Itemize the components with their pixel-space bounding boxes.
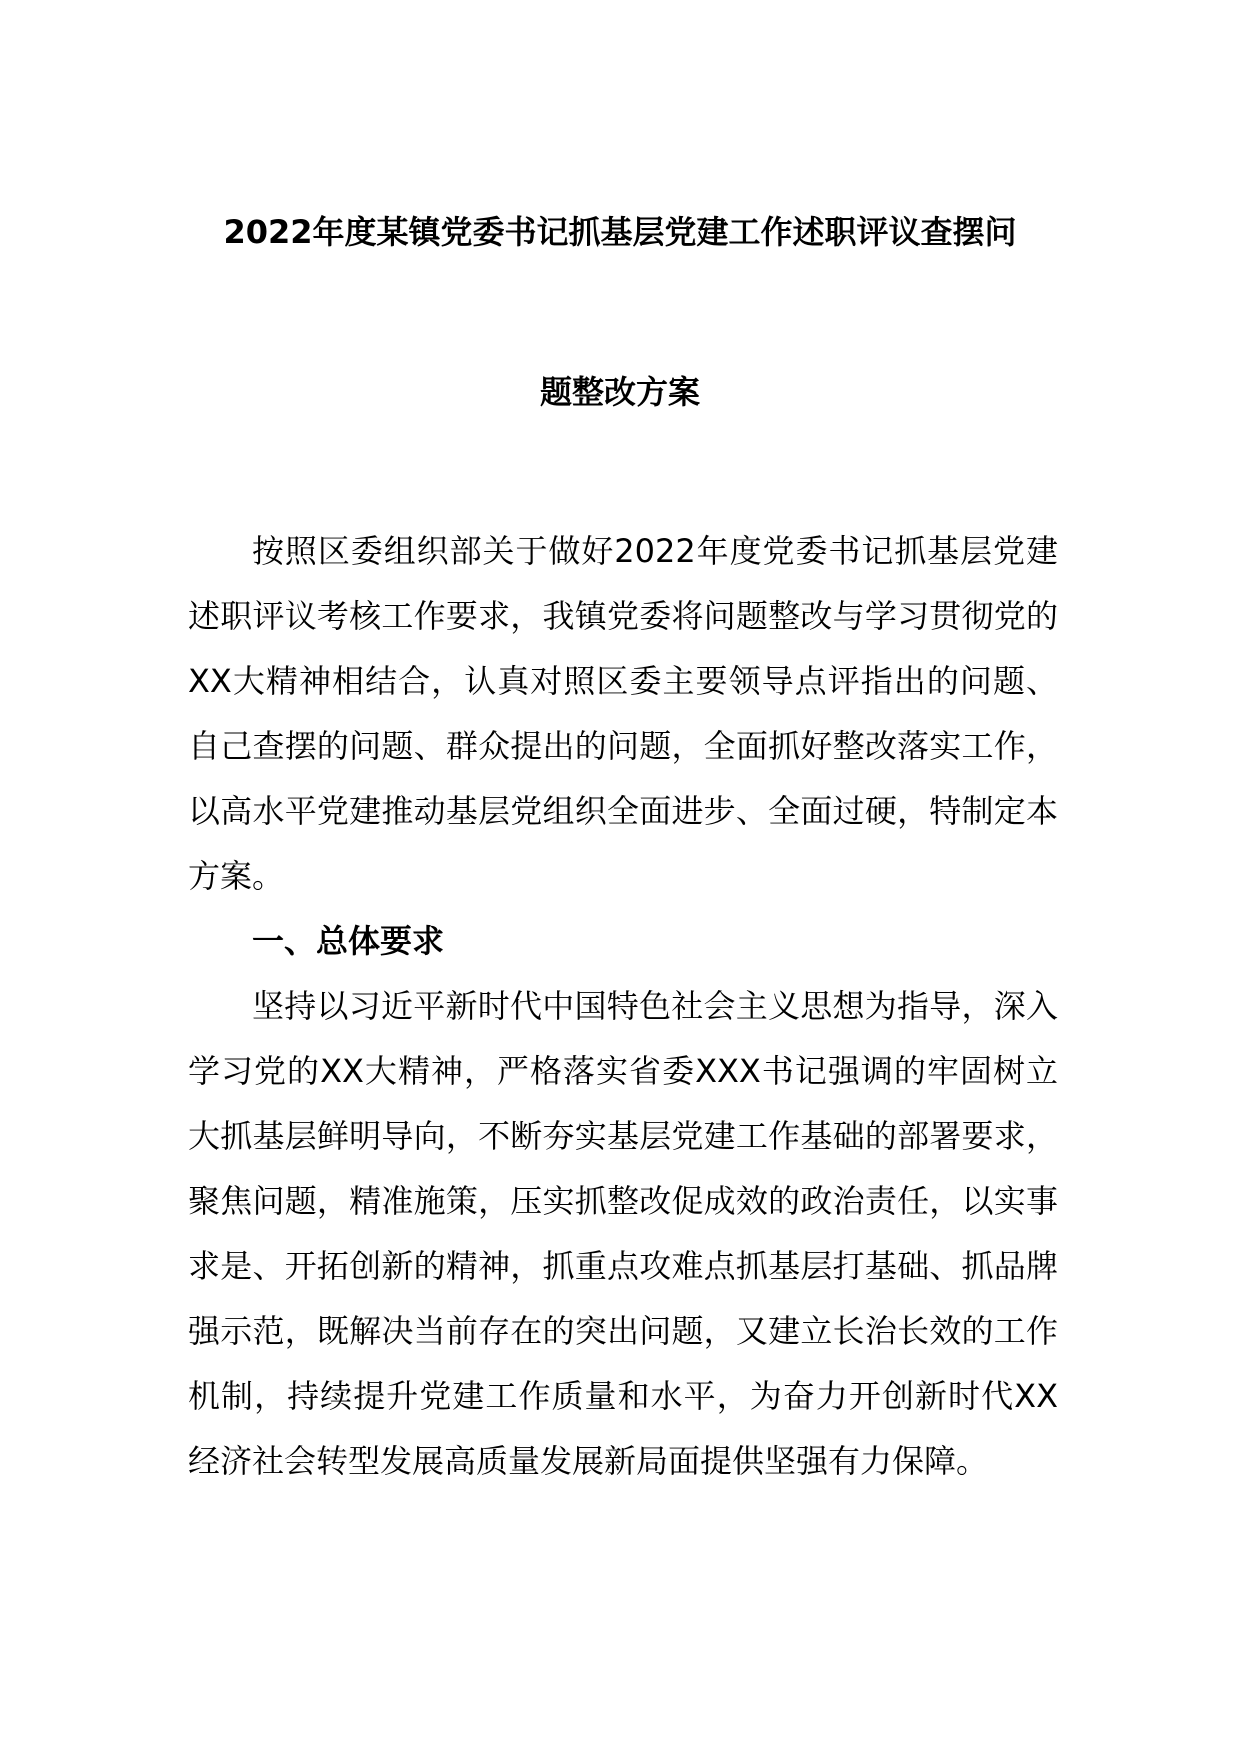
- document-title-line-1: 2022年度某镇党委书记抓基层党建工作述职评议查摆问: [223, 213, 1017, 251]
- section-paragraph: 坚持以习近平新时代中国特色社会主义思想为指导，深入学习党的XX大精神，严格落实省委XXX书记强调的牢固树立大抓基层鲜明导向，不断夯实基层党建工作基础的部署要求，聚焦问题，精准施策，压实抓整改促成效的政治责任，以实事求是、开拓创新的精神，抓重点攻难点抓基层打基础、抓品牌强示范，既解决当前存在的突出问题，又建立长治长效的工作机制，持续提升党建工作质量和水平，为奋力开创新时代XX经济社会转型发展高质量发展新局面提供坚强有力保障。: [188, 987, 1058, 1480]
- intro-paragraph: 按照区委组织部关于做好2022年度党委书记抓基层党建述职评议考核工作要求，我镇党委将问题整改与学习贯彻党的XX大精神相结合，认真对照区委主要领导点评指出的问题、自己查摆的问题、群众提出的问题，全面抓好整改落实工作，以高水平党建推动基层党组织全面进步、全面过硬，特制定本方案。: [188, 532, 1058, 895]
- section-1-body: [188, 974, 1058, 1494]
- document-title-line-2: 题整改方案: [539, 373, 700, 411]
- section-heading: 一、总体要求: [252, 922, 445, 960]
- intro-section: [188, 519, 1058, 909]
- section-1-header: [188, 909, 1058, 974]
